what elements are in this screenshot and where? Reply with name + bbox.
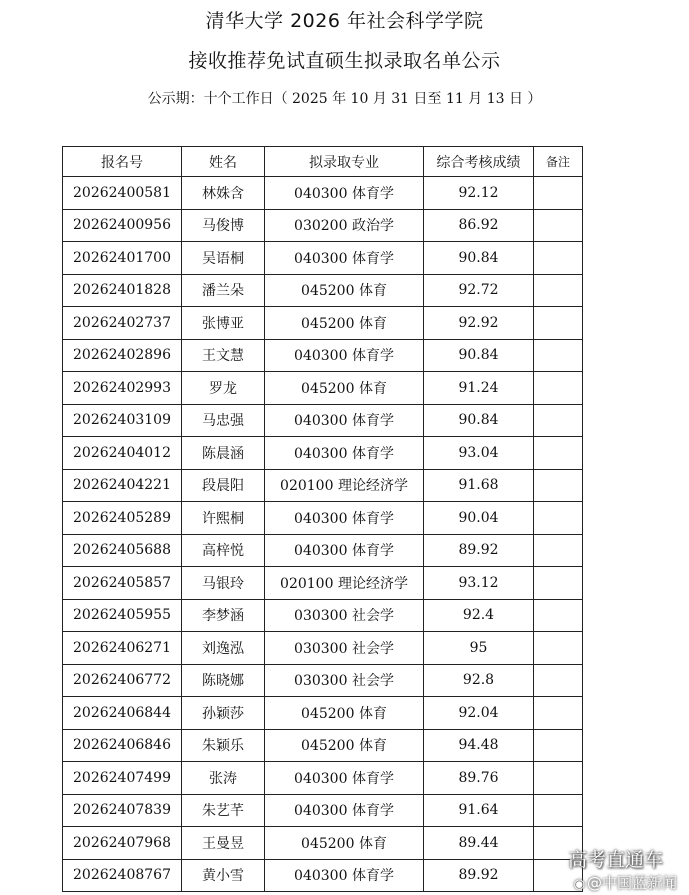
cell-remark — [534, 664, 583, 697]
table-row — [63, 437, 583, 470]
cell-major: 040300 体育学 — [265, 404, 424, 437]
table-row — [63, 729, 583, 762]
cell-registration-id: 20262400956 — [63, 209, 182, 242]
table-body — [63, 177, 583, 892]
cell-score: 86.92 — [424, 209, 534, 242]
table-row — [63, 469, 583, 502]
cell-registration-id: 20262405857 — [63, 567, 182, 600]
cell-score: 90.84 — [424, 404, 534, 437]
cell-score: 92.72 — [424, 274, 534, 307]
cell-major: 030200 政治学 — [265, 209, 424, 242]
cell-remark — [534, 534, 583, 567]
cell-name: 王文慧 — [182, 339, 265, 372]
cell-name: 朱颖乐 — [182, 729, 265, 762]
cell-name: 张博亚 — [182, 307, 265, 340]
cell-registration-id: 20262404221 — [63, 469, 182, 502]
table-row — [63, 242, 583, 275]
cell-major: 040300 体育学 — [265, 437, 424, 470]
cell-score: 95 — [424, 632, 534, 665]
cell-remark — [534, 339, 583, 372]
cell-score: 90.84 — [424, 242, 534, 275]
cell-major: 040300 体育学 — [265, 534, 424, 567]
cell-registration-id: 20262402993 — [63, 372, 182, 405]
cell-name: 罗龙 — [182, 372, 265, 405]
cell-registration-id: 20262407839 — [63, 794, 182, 827]
cell-remark — [534, 404, 583, 437]
cell-score: 92.04 — [424, 697, 534, 730]
cell-remark — [534, 274, 583, 307]
cell-name: 马俊博 — [182, 209, 265, 242]
cell-registration-id: 20262405688 — [63, 534, 182, 567]
cell-major: 030300 社会学 — [265, 632, 424, 665]
cell-score: 93.04 — [424, 437, 534, 470]
cell-name: 孙颖莎 — [182, 697, 265, 730]
table-header-row — [63, 147, 583, 177]
header-score: 综合考核成绩 — [424, 147, 534, 177]
table-row — [63, 404, 583, 437]
cell-remark — [534, 242, 583, 275]
table-row — [63, 827, 583, 860]
cell-major: 040300 体育学 — [265, 794, 424, 827]
cell-registration-id: 20262404012 — [63, 437, 182, 470]
table-row — [63, 632, 583, 665]
table-row — [63, 274, 583, 307]
table-row — [63, 534, 583, 567]
cell-score: 89.76 — [424, 762, 534, 795]
cell-score: 92.92 — [424, 307, 534, 340]
cell-registration-id: 20262405289 — [63, 502, 182, 535]
cell-score: 91.64 — [424, 794, 534, 827]
cell-remark — [534, 437, 583, 470]
cell-score: 92.4 — [424, 599, 534, 632]
cell-name: 高梓悦 — [182, 534, 265, 567]
header-name: 姓名 — [182, 147, 265, 177]
watermark-source-text: @中国蓝新闻 — [586, 874, 677, 892]
cell-name: 刘逸泓 — [182, 632, 265, 665]
cell-score: 91.24 — [424, 372, 534, 405]
table-row — [63, 307, 583, 340]
cell-major: 020100 理论经济学 — [265, 469, 424, 502]
cell-registration-id: 20262406271 — [63, 632, 182, 665]
cell-remark — [534, 177, 583, 210]
cell-remark — [534, 502, 583, 535]
cell-remark — [534, 567, 583, 600]
cell-remark — [534, 599, 583, 632]
cell-registration-id: 20262406844 — [63, 697, 182, 730]
cell-major: 030300 社会学 — [265, 664, 424, 697]
cell-remark — [534, 307, 583, 340]
table-row — [63, 599, 583, 632]
table-row — [63, 372, 583, 405]
header-major: 拟录取专业 — [265, 147, 424, 177]
cell-remark — [534, 632, 583, 665]
table-row — [63, 339, 583, 372]
table-row — [63, 794, 583, 827]
header-remark: 备注 — [534, 147, 583, 177]
watermark-title: 高考直通车 — [567, 849, 663, 871]
cell-remark — [534, 469, 583, 502]
cell-major: 045200 体育 — [265, 274, 424, 307]
cell-name: 林姝含 — [182, 177, 265, 210]
cell-registration-id: 20262402896 — [63, 339, 182, 372]
cell-major: 030300 社会学 — [265, 599, 424, 632]
cell-score: 90.84 — [424, 339, 534, 372]
cell-name: 朱艺芊 — [182, 794, 265, 827]
cell-remark — [534, 209, 583, 242]
cell-score: 92.8 — [424, 664, 534, 697]
cell-remark — [534, 697, 583, 730]
header-registration-id: 报名号 — [63, 147, 182, 177]
table-row — [63, 859, 583, 892]
page-title-line1: 清华大学 2026 年社会科学学院 — [205, 10, 484, 32]
cell-major: 045200 体育 — [265, 729, 424, 762]
table-row — [63, 177, 583, 210]
cell-major: 020100 理论经济学 — [265, 567, 424, 600]
cell-score: 89.92 — [424, 534, 534, 567]
cell-major: 040300 体育学 — [265, 339, 424, 372]
cell-major: 040300 体育学 — [265, 859, 424, 892]
cell-major: 045200 体育 — [265, 827, 424, 860]
cell-score: 90.04 — [424, 502, 534, 535]
cell-name: 黄小雪 — [182, 859, 265, 892]
table-row — [63, 502, 583, 535]
cell-remark — [534, 372, 583, 405]
cell-name: 李梦涵 — [182, 599, 265, 632]
table-row — [63, 209, 583, 242]
cell-name: 陈晨涵 — [182, 437, 265, 470]
cell-score: 91.68 — [424, 469, 534, 502]
cell-score: 94.48 — [424, 729, 534, 762]
cell-major: 045200 体育 — [265, 372, 424, 405]
cell-registration-id: 20262402737 — [63, 307, 182, 340]
cell-registration-id: 20262407499 — [63, 762, 182, 795]
table-row — [63, 762, 583, 795]
cell-major: 040300 体育学 — [265, 177, 424, 210]
cell-name: 马忠强 — [182, 404, 265, 437]
cell-name: 许熙桐 — [182, 502, 265, 535]
watermark-source — [574, 872, 677, 893]
cell-score: 93.12 — [424, 567, 534, 600]
cell-registration-id: 20262401828 — [63, 274, 182, 307]
admission-table — [62, 146, 583, 892]
weibo-icon: ◉ — [573, 877, 585, 892]
cell-registration-id: 20262401700 — [63, 242, 182, 275]
cell-score: 89.44 — [424, 827, 534, 860]
cell-registration-id: 20262405955 — [63, 599, 182, 632]
cell-score: 89.92 — [424, 859, 534, 892]
cell-name: 王曼昱 — [182, 827, 265, 860]
page-title-line2: 接收推荐免试直硕生拟录取名单公示 — [188, 50, 501, 72]
cell-major: 045200 体育 — [265, 697, 424, 730]
cell-score: 92.12 — [424, 177, 534, 210]
cell-remark — [534, 794, 583, 827]
cell-registration-id: 20262406772 — [63, 664, 182, 697]
cell-remark — [534, 762, 583, 795]
cell-name: 张涛 — [182, 762, 265, 795]
cell-name: 潘兰朵 — [182, 274, 265, 307]
table-row — [63, 664, 583, 697]
cell-registration-id: 20262406846 — [63, 729, 182, 762]
cell-major: 040300 体育学 — [265, 502, 424, 535]
table-row — [63, 567, 583, 600]
cell-name: 吴语桐 — [182, 242, 265, 275]
cell-remark — [534, 729, 583, 762]
cell-major: 040300 体育学 — [265, 762, 424, 795]
cell-name: 马银玲 — [182, 567, 265, 600]
cell-name: 段晨阳 — [182, 469, 265, 502]
cell-registration-id: 20262407968 — [63, 827, 182, 860]
table-row — [63, 697, 583, 730]
cell-registration-id: 20262408767 — [63, 859, 182, 892]
publicity-period: 公示期：十个工作日（ 2025 年 10 月 31 日至 11 月 13 日 ） — [147, 91, 542, 107]
cell-registration-id: 20262403109 — [63, 404, 182, 437]
cell-major: 040300 体育学 — [265, 242, 424, 275]
cell-registration-id: 20262400581 — [63, 177, 182, 210]
cell-name: 陈晓娜 — [182, 664, 265, 697]
cell-major: 045200 体育 — [265, 307, 424, 340]
